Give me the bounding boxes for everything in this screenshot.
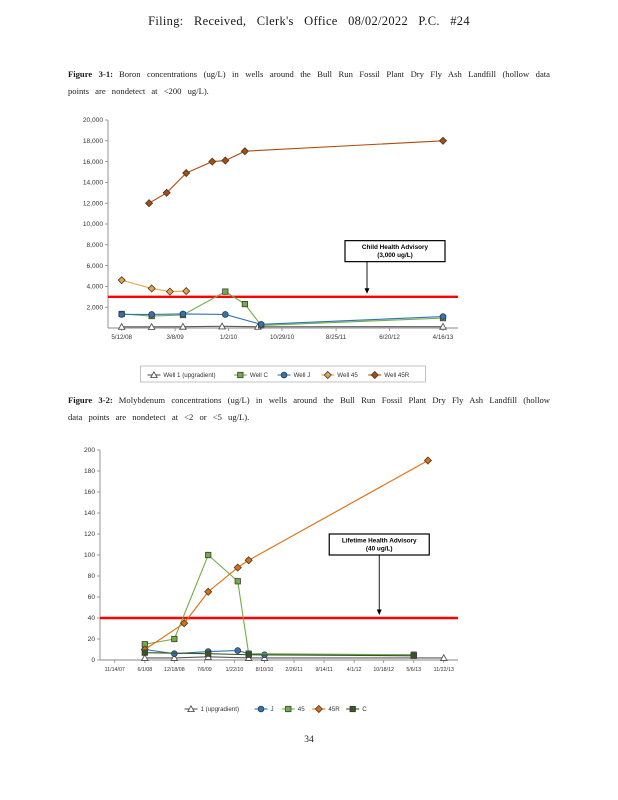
svg-text:180: 180 <box>83 468 95 476</box>
svg-text:4/1/12: 4/1/12 <box>346 667 362 673</box>
svg-text:(40 ug/L): (40 ug/L) <box>365 545 393 553</box>
svg-text:4/16/13: 4/16/13 <box>432 334 454 341</box>
svg-text:120: 120 <box>83 531 95 539</box>
svg-text:Lifetime Health Advisory: Lifetime Health Advisory <box>341 537 417 545</box>
svg-text:14,000: 14,000 <box>82 179 103 187</box>
figure-3-2-caption <box>68 392 550 426</box>
svg-text:6/20/12: 6/20/12 <box>379 334 400 341</box>
svg-text:8/25/11: 8/25/11 <box>326 334 347 341</box>
svg-text:16,000: 16,000 <box>82 158 103 166</box>
svg-text:8/10/10: 8/10/10 <box>255 667 274 673</box>
svg-text:45R: 45R <box>328 706 340 714</box>
svg-text:140: 140 <box>83 510 95 518</box>
svg-text:1 (upgradient): 1 (upgradient) <box>200 706 240 714</box>
svg-text:40: 40 <box>87 615 95 623</box>
figure-3-2-label: Figure 3-2: <box>68 395 113 405</box>
svg-text:11/22/13: 11/22/13 <box>433 667 454 673</box>
filing-stamp: Filing: Received, Clerk's Office 08/02/2022 P.C. #24 <box>148 14 470 28</box>
svg-text:J: J <box>270 706 274 714</box>
figure-3-1-caption <box>68 66 550 100</box>
svg-text:3/8/09: 3/8/09 <box>166 334 184 341</box>
svg-text:C: C <box>362 706 367 714</box>
svg-text:80: 80 <box>87 573 95 581</box>
svg-text:60: 60 <box>87 594 95 602</box>
svg-text:5/12/08: 5/12/08 <box>111 334 133 341</box>
svg-text:100: 100 <box>83 552 95 560</box>
svg-text:Child Health Advisory: Child Health Advisory <box>361 244 429 252</box>
svg-text:20,000: 20,000 <box>82 117 103 125</box>
svg-text:Well 45: Well 45 <box>337 372 358 380</box>
svg-text:20: 20 <box>87 636 95 644</box>
boron-concentrations-chart <box>62 110 470 386</box>
svg-text:45: 45 <box>297 706 305 714</box>
svg-text:Well 1 (upgradient): Well 1 (upgradient) <box>163 372 216 380</box>
svg-text:2,000: 2,000 <box>86 304 103 312</box>
svg-text:2/26/11: 2/26/11 <box>285 667 303 673</box>
svg-text:11/14/07: 11/14/07 <box>104 667 125 673</box>
svg-text:6/1/08: 6/1/08 <box>137 667 153 673</box>
svg-text:160: 160 <box>83 489 95 497</box>
molybdenum-concentrations-chart <box>58 438 470 720</box>
svg-text:12,000: 12,000 <box>82 200 103 208</box>
svg-text:7/6/09: 7/6/09 <box>197 667 212 673</box>
svg-text:Well C: Well C <box>249 372 268 380</box>
svg-text:18,000: 18,000 <box>82 138 103 145</box>
page-number: 34 <box>304 735 314 745</box>
svg-text:12/18/08: 12/18/08 <box>164 667 185 673</box>
svg-text:6,000: 6,000 <box>86 262 103 270</box>
figure-3-2-text: Molybdenum concentrations (ug/L) in wells around the Bull Run Fossil Plant Dry Fly Ash Landfill (hollow data points are nondetect at <2 or <5 ug/L). <box>68 395 551 422</box>
svg-text:Well J: Well J <box>293 372 311 380</box>
svg-text:10/29/10: 10/29/10 <box>269 334 295 341</box>
svg-text:5/6/13: 5/6/13 <box>406 667 422 673</box>
figure-3-1-text: Boron concentrations (ug/L) in wells around the Bull Run Fossil Plant Dry Fly Ash Landfill (hollow data points are nondetect at <200 ug/L). <box>68 69 550 96</box>
figure-3-1-label: Figure 3-1: <box>68 69 114 79</box>
svg-text:10,000: 10,000 <box>82 221 103 229</box>
svg-text:Well 45R: Well 45R <box>384 372 410 380</box>
svg-text:10/18/12: 10/18/12 <box>373 667 394 673</box>
svg-text:8,000: 8,000 <box>86 242 103 249</box>
svg-text:1/2/10: 1/2/10 <box>219 334 238 341</box>
svg-text:0: 0 <box>91 657 95 665</box>
svg-text:200: 200 <box>83 447 95 455</box>
svg-text:1/22/10: 1/22/10 <box>225 667 244 673</box>
svg-text:9/14/11: 9/14/11 <box>315 667 333 673</box>
svg-text:4,000: 4,000 <box>86 283 103 291</box>
svg-text:(3,000 ug/L): (3,000 ug/L) <box>377 252 413 260</box>
